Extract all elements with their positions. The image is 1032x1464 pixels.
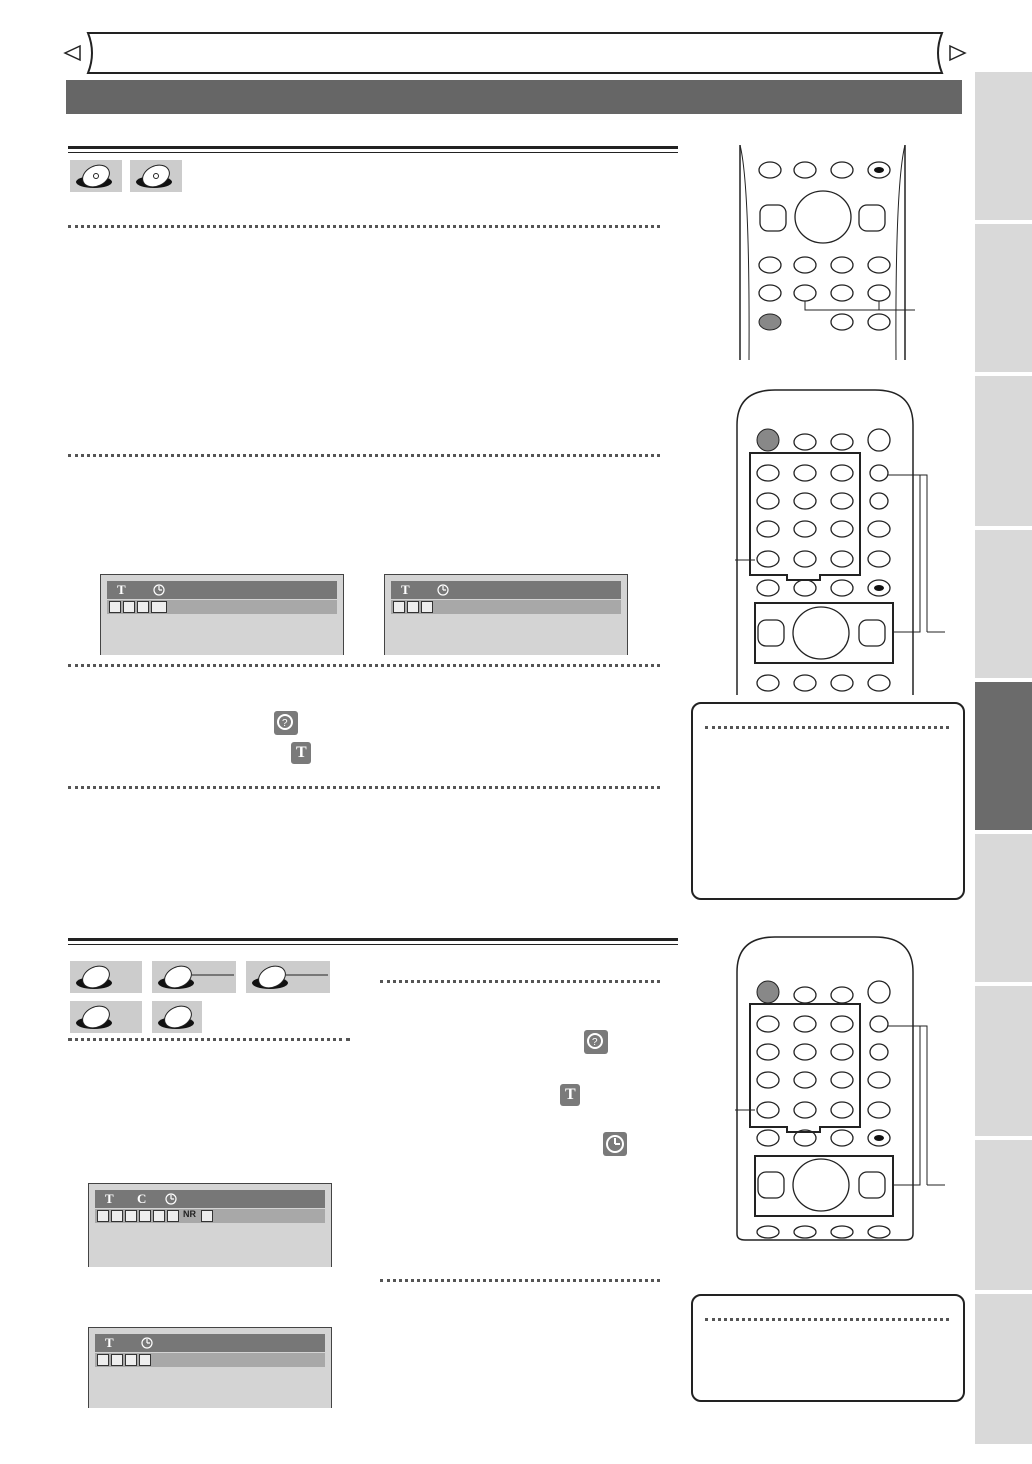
- disc-icon: [152, 1001, 202, 1033]
- dotted-divider: [380, 980, 660, 983]
- side-tab-8[interactable]: [975, 1140, 1032, 1290]
- title-label: T: [401, 582, 410, 597]
- remote-control-icon: [735, 145, 915, 365]
- remote-control-icon: [735, 932, 945, 1244]
- side-tab-9[interactable]: [975, 1294, 1032, 1444]
- repeat-icon: [421, 601, 433, 613]
- header-banner: [60, 28, 970, 78]
- disc-icon: [130, 160, 182, 192]
- subtitle-icon: [151, 601, 167, 613]
- title-label: T: [117, 582, 126, 597]
- marker-icon: [167, 1210, 179, 1222]
- title-icon: T: [560, 1084, 580, 1106]
- note-box: [691, 1294, 965, 1402]
- dotted-divider: [380, 1279, 660, 1282]
- search-icon: [97, 1210, 109, 1222]
- chapter-label: C: [137, 1191, 147, 1206]
- audio-icon: [111, 1210, 123, 1222]
- audio-icon: [407, 601, 419, 613]
- section2-rule-thin: [68, 944, 678, 945]
- svg-text:?: ?: [282, 718, 288, 729]
- section2-rule: [68, 938, 678, 941]
- side-tab-5-active[interactable]: [975, 682, 1032, 830]
- disc-icon: [70, 961, 142, 993]
- search-icon: [97, 1354, 109, 1366]
- search-icon: [393, 601, 405, 613]
- audio-icon: [123, 601, 135, 613]
- note-box: [691, 702, 965, 900]
- nr-label: NR: [183, 1209, 196, 1219]
- repeat-icon: [137, 601, 149, 613]
- clock-icon: [165, 1193, 177, 1205]
- clock-icon: [153, 584, 165, 596]
- dotted-divider: [68, 454, 660, 457]
- disc-icon: [152, 961, 236, 993]
- side-tab-7[interactable]: [975, 986, 1032, 1136]
- svg-text:?: ?: [592, 1037, 598, 1048]
- audio-icon: [111, 1354, 123, 1366]
- repeat-icon: [125, 1354, 137, 1366]
- title-label: T: [105, 1191, 114, 1206]
- search-icon: [274, 711, 298, 735]
- section1-rule-thin: [68, 152, 678, 153]
- subtitle-icon: [125, 1210, 137, 1222]
- dotted-divider: [705, 1318, 949, 1321]
- remote-control-icon: [735, 385, 945, 695]
- search-icon: [584, 1030, 608, 1054]
- osd-screen-top: [88, 1183, 332, 1267]
- osd-screen-bottom: [88, 1327, 332, 1408]
- disc-icon: [246, 961, 330, 993]
- marker-icon: [139, 1354, 151, 1366]
- zoom-icon: [201, 1210, 213, 1222]
- dotted-divider: [68, 225, 660, 228]
- dotted-divider: [705, 726, 949, 729]
- dotted-divider: [68, 1038, 350, 1041]
- title-label: T: [105, 1335, 114, 1350]
- clock-icon: [437, 584, 449, 596]
- disc-icon: [70, 1001, 142, 1033]
- disc-icon: [70, 160, 122, 192]
- search-icon: [109, 601, 121, 613]
- osd-screen-right: [384, 574, 628, 655]
- clock-icon: [141, 1337, 153, 1349]
- side-tab-1[interactable]: [975, 72, 1032, 220]
- osd-screen-left: [100, 574, 344, 655]
- angle-icon: [139, 1210, 151, 1222]
- dotted-divider: [68, 786, 660, 789]
- side-tab-6[interactable]: [975, 834, 1032, 982]
- dotted-divider: [68, 664, 660, 667]
- side-tab-4[interactable]: [975, 530, 1032, 678]
- title-icon: T: [291, 742, 311, 764]
- repeat-icon: [153, 1210, 165, 1222]
- side-tab-2[interactable]: [975, 224, 1032, 372]
- section-bar: [66, 80, 962, 114]
- clock-icon: [603, 1132, 627, 1156]
- section1-rule: [68, 146, 678, 149]
- side-tab-3[interactable]: [975, 376, 1032, 526]
